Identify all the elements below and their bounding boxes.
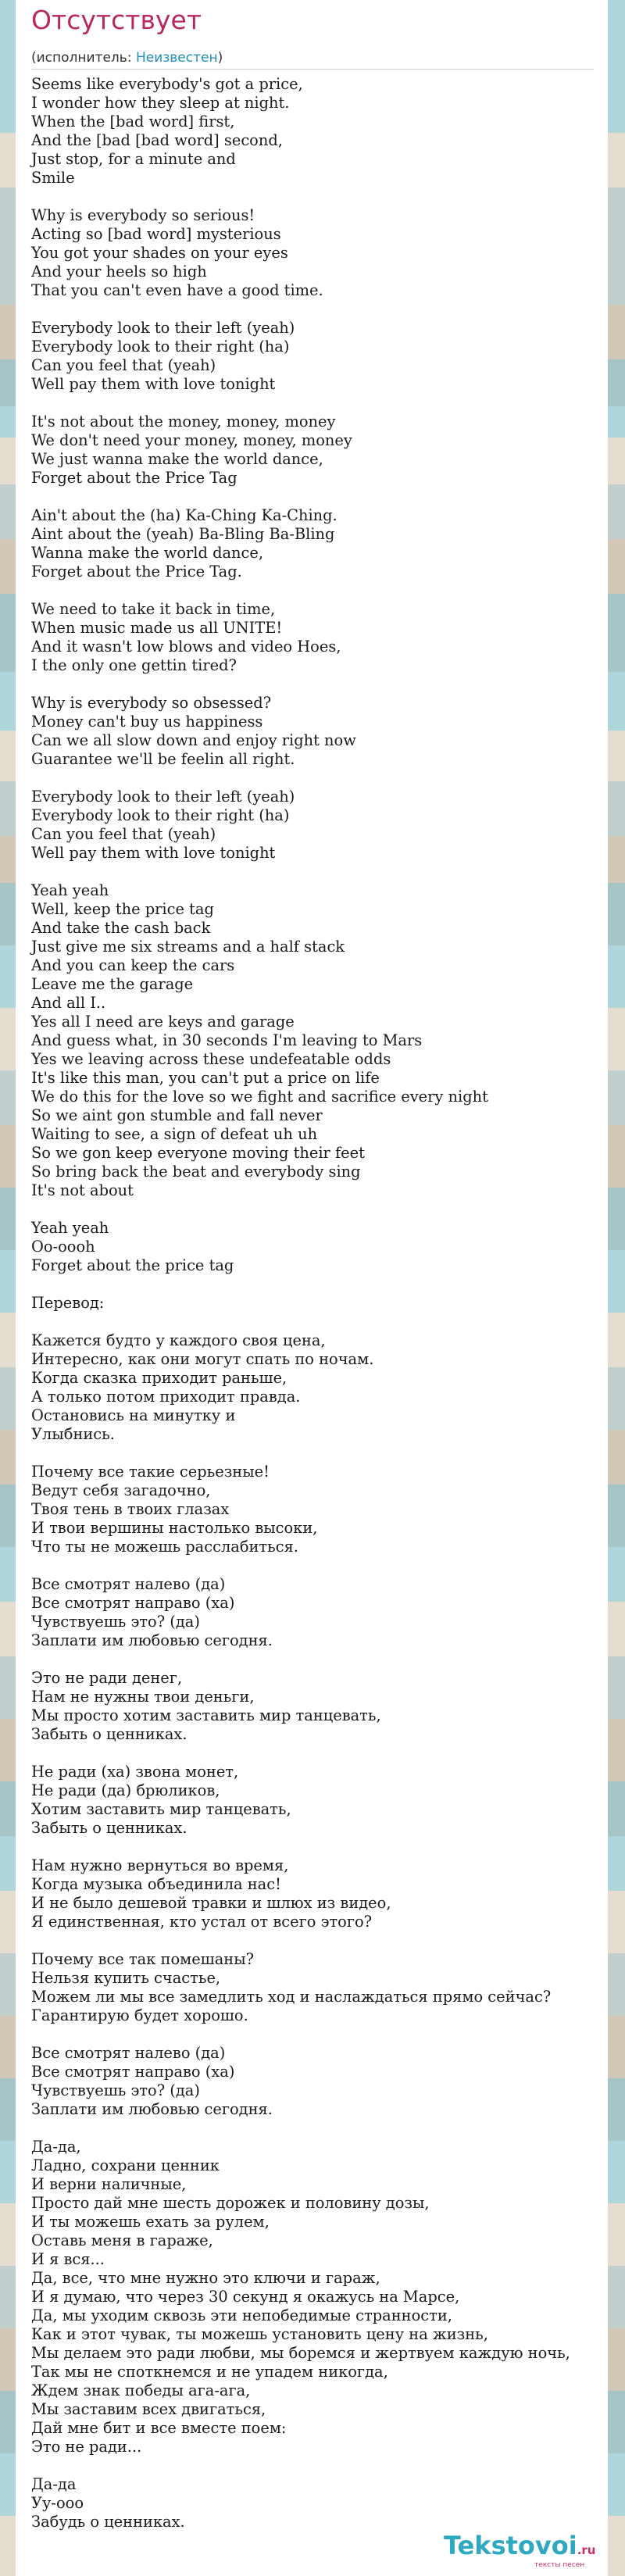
lyric-line: Forget about the Price Tag [31,469,238,487]
lyric-line: I the only one gettin tired? [31,656,237,674]
lyric-line: Forget about the Price Tag. [31,563,242,581]
lyric-line: Кажется будто у каждого своя цена, [31,1331,326,1349]
lyric-line: Остановись на минутку и [31,1406,236,1424]
lyric-line: Aint about the (yeah) Ba-Bling Ba-Bling [31,525,335,543]
lyric-line: Yeah yeah [31,881,109,899]
lyric-line: Wanna make the world dance, [31,544,264,562]
lyric-line: It's not about the money, money, money [31,413,336,431]
lyric-line: Интересно, как они могут спать по ночам. [31,1350,374,1368]
lyric-line: Ведут себя загадочно, [31,1481,211,1499]
lyric-line: Что ты не можешь расслабиться. [31,1538,298,1556]
lyric-line: Мы заставим всех двигаться, [31,2400,266,2418]
lyric-line: Нельзя купить счастье, [31,1969,221,1987]
lyric-line: Чувствуешь это? (да) [31,1613,200,1631]
lyric-line: And the [bad [bad word] second, [31,131,283,149]
lyric-line: Почему все так помешаны? [31,1950,255,1968]
lyric-line [31,2025,605,2044]
lyric-line [31,581,605,600]
lyric-line: Это не ради денег, [31,1669,183,1687]
lyrics-card [16,0,608,2576]
site-logo[interactable] [444,2531,595,2564]
lyric-line: And guess what, in 30 seconds I'm leaving to Mars [31,1031,423,1049]
lyric-line: Да-да [31,2475,77,2493]
lyric-line: Хотим заставить мир танцевать, [31,1800,291,1818]
lyric-line: Когда музыка объединила нас! [31,1875,281,1893]
lyric-line: We need to take it back in time, [31,600,276,618]
lyric-line [31,1200,605,1219]
lyric-line: Дай мне бит и все вместе поем: [31,2419,287,2437]
lyric-line: When the [bad word] first, [31,113,235,130]
lyric-line: И верни наличные, [31,2175,187,2193]
lyric-line [31,188,605,206]
song-title: Отсутствует [31,5,202,35]
artist-line [31,50,223,66]
lyric-line: Can you feel that (yeah) [31,825,216,843]
lyric-line: Не ради (ха) звона монет, [31,1763,239,1781]
lyric-line: Когда сказка приходит раньше, [31,1369,288,1387]
lyric-line: Ладно, сохрани ценник [31,2156,220,2174]
logo-tld: .ru [577,2543,596,2557]
lyric-line: Just give me six streams and a half stack [31,938,345,956]
lyric-line: Why is everybody so obsessed? [31,694,272,712]
lyric-line: We just wanna make the world dance, [31,450,323,468]
logo-slogan: тексты песен [534,2561,585,2569]
lyric-line: Не ради (да) брюликов, [31,1781,220,1799]
lyric-line: И я думаю, что через 30 секунд я окажусь на Марсе, [31,2288,460,2306]
lyric-line: When music made us all UNITE! [31,619,283,637]
lyric-line: Заплати им любовью сегодня. [31,1631,273,1649]
lyric-line: And your heels so high [31,263,207,280]
lyric-line: Как и этот чувак, ты можешь установить цену на жизнь, [31,2325,488,2343]
lyric-line: Я единственная, кто устал от всего этого? [31,1913,373,1931]
lyric-line [31,1931,605,1950]
lyric-line: Заплати им любовью сегодня. [31,2100,273,2118]
lyric-line: It's like this man, you can't put a price on life [31,1069,380,1087]
lyric-line: And all I.. [31,994,106,1012]
lyric-line: Everybody look to their right (ha) [31,806,290,824]
lyric-line [31,300,605,319]
lyric-line: Well, keep the price tag [31,900,214,918]
lyric-line: Why is everybody so serious! [31,206,255,224]
lyric-line [31,863,605,881]
lyric-line: It's not about [31,1181,134,1199]
lyric-line: Твоя тень в твоих глазах [31,1500,230,1518]
lyric-line: А только потом приходит правда. [31,1388,301,1406]
lyric-line [31,394,605,413]
lyric-line: Улыбнись. [31,1425,115,1443]
lyric-line [31,1275,605,1294]
lyric-line: Oo-oooh [31,1238,95,1256]
lyric-line: Нам нужно вернуться во время, [31,1856,289,1874]
logo-name: Tekstovoi [444,2531,577,2560]
lyric-line [31,488,605,506]
lyric-line: Забудь о ценниках. [31,2513,185,2531]
lyric-line: So bring back the beat and everybody sing [31,1163,361,1181]
lyric-line: Money can't buy us happiness [31,713,263,731]
lyric-line: Можем ли мы все замедлить ход и наслаждаться прямо сейчас? [31,1988,552,2006]
lyric-line [31,1838,605,1856]
lyric-line [31,1650,605,1669]
lyric-line: Да-да, [31,2138,81,2156]
lyric-line: Уу-ооо [31,2494,84,2512]
lyric-line: И я вся... [31,2250,105,2268]
lyric-line: We don't need your money, money, money [31,431,352,449]
lyric-line: Просто дай мне шесть дорожек и половину дозы, [31,2194,430,2212]
lyric-line: Acting so [bad word] mysterious [31,225,281,243]
lyric-line: Everybody look to their left (yeah) [31,788,295,806]
artist-link[interactable]: Неизвестен [135,50,218,66]
lyric-line: И твои вершины настолько высоки, [31,1519,318,1537]
lyric-line: Ждем знак победы ага-ага, [31,2381,251,2399]
lyrics-text [31,75,605,2531]
lyric-line: Ain't about the (ha) Ka-Ching Ka-Ching. [31,506,338,524]
lyric-line: Well pay them with love tonight [31,844,276,862]
lyric-line: Да, все, что мне нужно это ключи и гараж, [31,2269,380,2287]
title-divider [31,69,594,70]
lyric-line: Почему все такие серьезные! [31,1463,270,1481]
lyric-line [31,1556,605,1575]
artist-suffix: ) [217,50,223,66]
lyric-line: Забыть о ценниках. [31,1819,188,1837]
lyric-line [31,769,605,788]
lyric-line: Can we all slow down and enjoy right now [31,731,356,749]
lyric-line: Мы делаем это ради любви, мы боремся и жертвуем каждую ночь, [31,2344,570,2362]
lyric-line [31,2119,605,2138]
lyric-line: Waiting to see, a sign of defeat uh uh [31,1125,318,1143]
lyric-line: И не было дешевой травки и шлюх из видео, [31,1894,391,1912]
lyric-line: Да, мы уходим сквозь эти непобедимые странности, [31,2306,452,2324]
lyric-line: Все смотрят налево (да) [31,2044,226,2062]
lyric-line: Все смотрят направо (ха) [31,1594,235,1612]
lyric-line: I wonder how they sleep at night. [31,94,290,112]
lyric-line [31,675,605,694]
lyric-line: Well pay them with love tonight [31,375,276,393]
lyric-line: So we aint gon stumble and fall never [31,1106,323,1124]
lyric-line: Everybody look to their right (ha) [31,338,290,355]
lyric-line: Yes all I need are keys and garage [31,1013,295,1031]
lyric-line: Все смотрят направо (ха) [31,2063,235,2081]
lyric-line: И ты можешь ехать за рулем, [31,2213,270,2231]
lyric-line: Can you feel that (yeah) [31,356,216,374]
lyric-line: Так мы не споткнемся и не упадем никогда, [31,2363,388,2381]
lyric-line: Все смотрят налево (да) [31,1575,226,1593]
lyric-line: Yes we leaving across these undefeatable odds [31,1050,391,1068]
lyric-line: And you can keep the cars [31,956,235,974]
lyric-line: Мы просто хотим заставить мир танцевать, [31,1706,381,1724]
lyric-line [31,2456,605,2475]
lyric-line: Забыть о ценниках. [31,1725,188,1743]
lyric-line: Seems like everybody's got a price, [31,75,303,93]
lyric-line: Forget about the price tag [31,1256,234,1274]
lyric-line: Гарантирую будет хорошо. [31,2006,248,2024]
lyric-line [31,1744,605,1763]
lyric-line: Guarantee we'll be feelin all right. [31,750,295,768]
lyric-line: That you can't even have a good time. [31,281,323,299]
lyric-line: Just stop, for a minute and [31,150,236,168]
lyric-line: Оставь меня в гараже, [31,2231,213,2249]
lyric-line: And it wasn't low blows and video Hoes, [31,638,341,656]
lyric-line [31,1444,605,1463]
artist-prefix: (исполнитель: [31,50,136,66]
lyric-line: So we gon keep everyone moving their feet [31,1144,365,1162]
lyric-line: Нам не нужны твои деньги, [31,1688,255,1706]
lyric-line: Это не ради... [31,2438,142,2456]
lyric-line [31,1313,605,1331]
lyric-line: Leave me the garage [31,975,194,993]
lyric-line: You got your shades on your eyes [31,244,288,262]
lyric-line: We do this for the love so we fight and sacrifice every night [31,1088,488,1106]
lyric-line: Чувствуешь это? (да) [31,2081,200,2099]
lyric-line: Smile [31,169,75,187]
lyric-line: Everybody look to their left (yeah) [31,319,295,337]
lyric-line: Yeah yeah [31,1219,109,1237]
lyric-line: And take the cash back [31,919,211,937]
lyric-line: Перевод: [31,1294,105,1312]
